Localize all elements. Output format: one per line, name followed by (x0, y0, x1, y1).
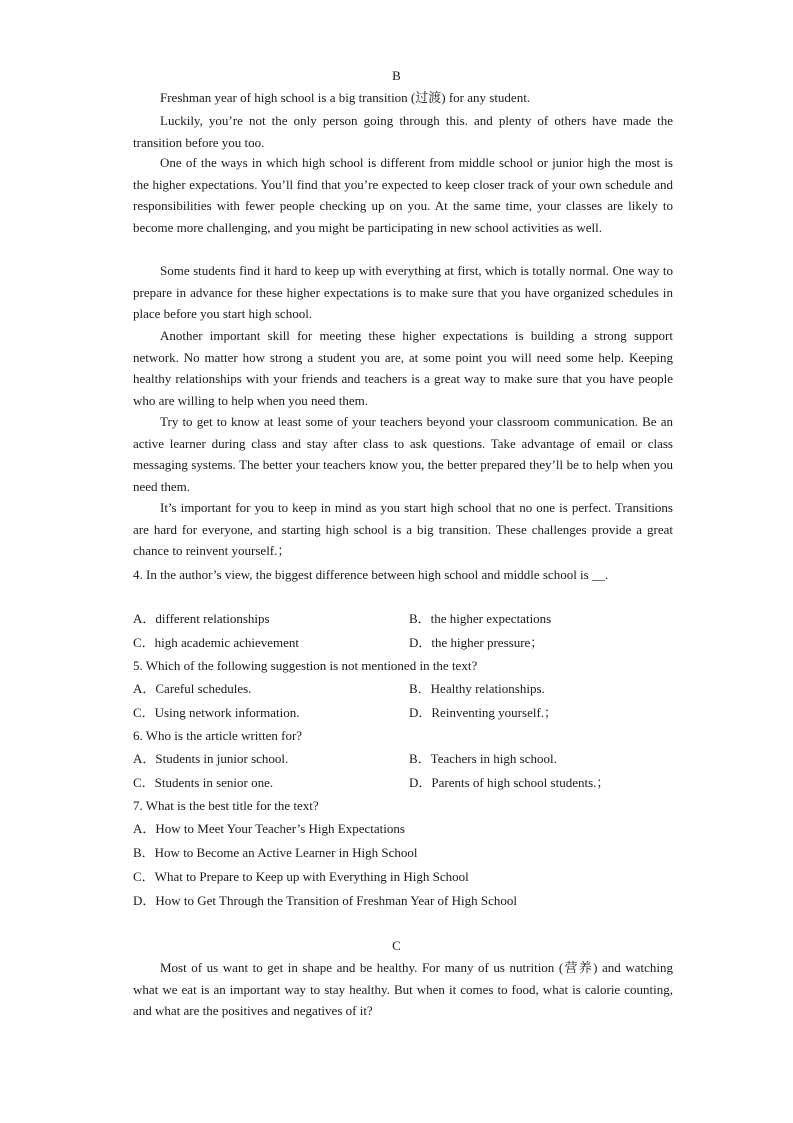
section-b-paragraph-5: Another important skill for meeting these higher expectations is building a strong support network. No matter how strong a student you are, at some point you will need some help. Keeping healthy relationships with your friends and teachers is a great way to make sure that you have people who are willing to help when you need them. (133, 328, 673, 408)
section-b-paragraph-7: It’s important for you to keep in mind as you start high school that no one is perfect. Transitions are hard for everyone, and starting high school is a big transition. These challenges provide a great chance to reinvent yourself.； (133, 500, 673, 559)
question-7-option-b: B．How to Become an Active Learner in High School (133, 845, 418, 860)
question-4-option-c: C．high academic achievement (133, 635, 300, 650)
question-6-option-d: D．Parents of high school students.； (409, 775, 610, 790)
section-c-title: C (392, 938, 401, 953)
question-7-stem: 7. What is the best title for the text? (133, 798, 319, 813)
section-b-title: B (392, 68, 401, 83)
question-4-stem: 4. In the author’s view, the biggest difference between high school and middle school is __. (133, 567, 609, 582)
section-b-paragraph-1: Freshman year of high school is a big transition (过渡) for any student. (160, 90, 531, 105)
section-b-paragraph-2: Luckily, you’re not the only person going through this. and plenty of others have made the transition before you too. (133, 113, 673, 150)
question-6-stem: 6. Who is the article written for? (133, 728, 303, 743)
question-6-option-a: A．Students in junior school. (133, 751, 289, 766)
section-b-paragraph-6: Try to get to know at least some of your teachers beyond your classroom communication. Be an active learner during class and stay after class to ask questions. Take advantage of email or class messaging systems. The better your teachers know you, the better prepared they’ll be to help when you need them. (133, 414, 673, 494)
question-5-option-d: D．Reinventing yourself.； (409, 705, 558, 720)
section-b-paragraph-4: Some students find it hard to keep up with everything at first, which is totally normal. One way to prepare in advance for these higher expectations is to make sure that you have organized schedules in place before you start high school. (133, 263, 673, 322)
question-6-option-c: C．Students in senior one. (133, 775, 274, 790)
question-4-option-a: A．different relationships (133, 611, 270, 626)
question-7-option-c: C．What to Prepare to Keep up with Everything in High School (133, 869, 469, 884)
question-5-option-c: C．Using network information. (133, 705, 300, 720)
question-5-option-a: A．Careful schedules. (133, 681, 252, 696)
question-7-option-a: A．How to Meet Your Teacher’s High Expectations (133, 821, 405, 836)
question-4-option-d: D．the higher pressure； (409, 635, 544, 650)
question-6-option-b: B．Teachers in high school. (409, 751, 557, 766)
question-5-stem: 5. Which of the following suggestion is not mentioned in the text? (133, 658, 478, 673)
section-b-paragraph-3: One of the ways in which high school is different from middle school or junior high the most is the higher expectations. You’ll find that you’re expected to keep closer track of your own schedule and responsibilities with fewer people checking up on you. At the same time, your classes are likely to become more challenging, and you might be participating in new school activities as well. (133, 155, 673, 235)
question-4-option-b: B．the higher expectations (409, 611, 552, 626)
question-5-option-b: B．Healthy relationships. (409, 681, 545, 696)
question-7-option-d: D．How to Get Through the Transition of Freshman Year of High School (133, 893, 517, 908)
section-c-paragraph-1: Most of us want to get in shape and be healthy. For many of us nutrition (营养) and watching what we eat is an important way to stay healthy. But when it comes to food, what is calorie counting, and what are the positives and negatives of it? (133, 960, 673, 1019)
